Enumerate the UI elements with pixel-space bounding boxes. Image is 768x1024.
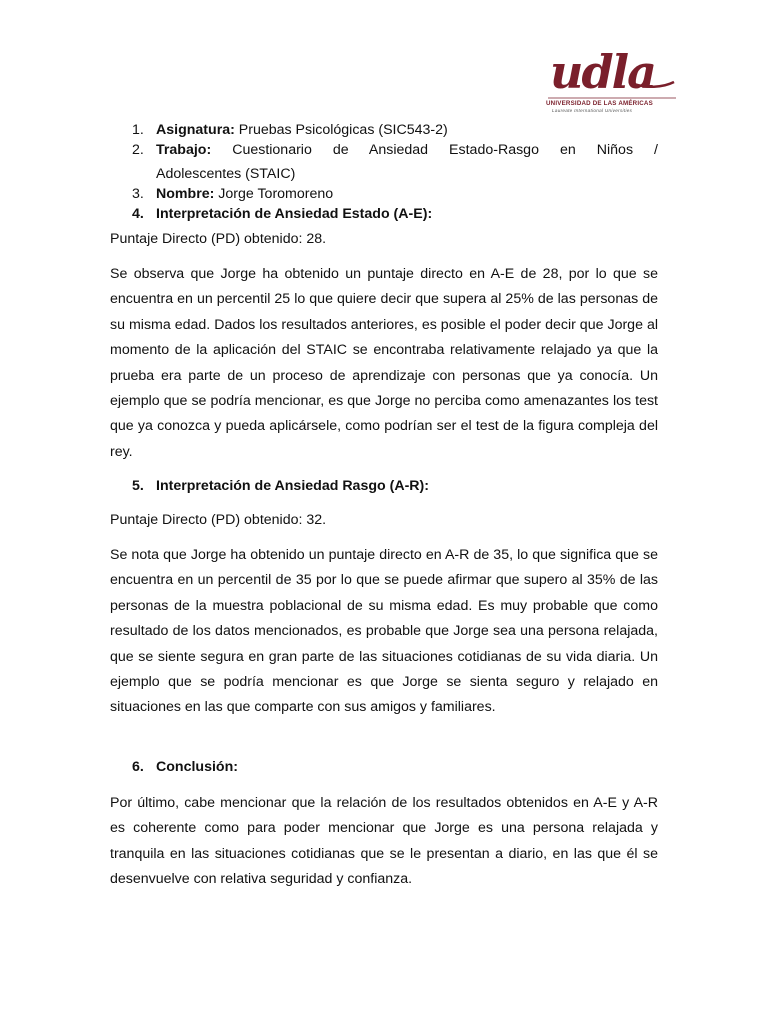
header-list xyxy=(110,120,658,224)
list-value: Cuestionario de Ansiedad Estado-Rasgo en Niños / xyxy=(211,142,658,158)
list-item-nombre xyxy=(110,184,658,204)
ar-score: Puntaje Directo (PD) obtenido: 32. xyxy=(110,512,327,528)
logo-tagline: Laureate International Universities xyxy=(552,108,633,113)
list-value: Pruebas Psicológicas (SIC543-2) xyxy=(234,122,448,138)
ae-paragraph: Se observa que Jorge ha obtenido un puntaje directo en A-E de 28, por lo que se encuentra en un percentil 25 lo que quiere decir que supera al 25% de las personas de su misma edad. Dados los resultados anteriores, es posible el poder decir que Jorge al momento de la aplicación del STAIC se encontraba relativamente relajado ya que la prueba era parte de un proceso de aprendizaje con personas que ya conocía. Un ejemplo que se podría mencionar, es que Jorge no perciba como amenazantes los test que ya conozca y pueda aplicársele, como podrían ser el test de la figura compleja del rey. xyxy=(110,266,658,460)
logo-wordmark: udla xyxy=(550,45,655,99)
list-label: Interpretación de Ansiedad Estado (A-E): xyxy=(156,206,433,222)
list-value: Jorge Toromoreno xyxy=(214,186,334,202)
list-number: 4. xyxy=(132,206,144,222)
udla-logo-icon xyxy=(546,44,678,100)
list-label: Trabajo: xyxy=(156,142,212,158)
section-title: Conclusión: xyxy=(156,759,238,775)
list-value-continued: Adolescentes (STAIC) xyxy=(156,166,296,182)
list-label: Nombre: xyxy=(156,186,215,202)
list-item-trabajo xyxy=(110,140,658,184)
list-number: 1. xyxy=(132,122,144,138)
university-logo xyxy=(546,44,678,120)
ar-paragraph: Se nota que Jorge ha obtenido un puntaje directo en A-R de 35, lo que significa que se encuentra en un percentil de 35 por lo que se puede afirmar que supero al 35% de las personas de la muestra poblacional de su misma edad. Es muy probable que como resultado de los datos mencionados, es probable que Jorge sea una persona relajada, que se siente segura en gran parte de las situaciones cotidianas de su vida diaria. Un ejemplo que se podría mencionar es que Jorge se sienta seguro y relajado en situaciones en las que comparte con sus amigos y familiares. xyxy=(110,547,658,716)
list-item-ansiedad-estado xyxy=(110,204,658,224)
list-label: Asignatura: xyxy=(156,122,235,138)
list-number: 2. xyxy=(132,142,144,158)
section-number: 6. xyxy=(132,759,144,775)
list-number: 3. xyxy=(132,186,144,202)
list-item-asignatura xyxy=(110,120,658,140)
section-title: Interpretación de Ansiedad Rasgo (A-R): xyxy=(156,478,430,494)
logo-university-name: UNIVERSIDAD DE LAS AMÉRICAS xyxy=(546,100,653,107)
section-number: 5. xyxy=(132,478,144,494)
conclusion-paragraph: Por último, cabe mencionar que la relación de los resultados obtenidos en A-E y A-R es coherente como para poder mencionar que Jorge es una persona relajada y tranquila en las situaciones cotidianas que se le presentan a diario, en las que él se desenvuelve con relativa seguridad y confianza. xyxy=(110,795,658,888)
ae-score: Puntaje Directo (PD) obtenido: 28. xyxy=(110,231,327,247)
